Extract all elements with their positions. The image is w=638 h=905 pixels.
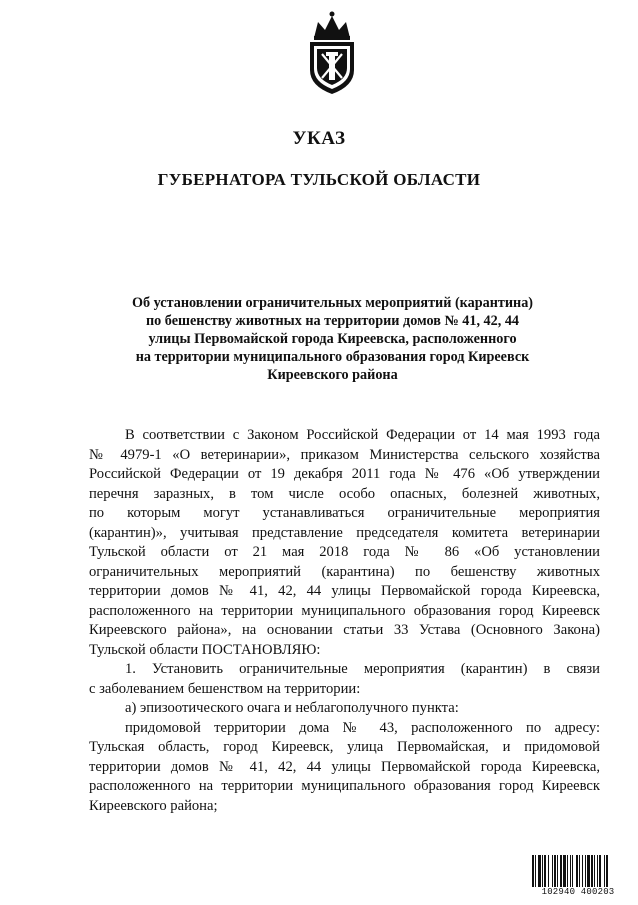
tula-coat-of-arms-icon [300, 8, 364, 98]
decree-body [89, 426, 600, 816]
heading-line: по бешенству животных на территории домов № 41, 42, 44 [145, 313, 520, 329]
body-line: Киреевского района», на основании статьи 33 Устава (Основного Закона) [89, 622, 600, 638]
body-line: ограничительных мероприятий (карантина) по бешенству животных [89, 563, 600, 580]
body-line: Тульской области ПОСТАНОВЛЯЮ: [89, 641, 321, 658]
heading-line: Об установлении ограничительных мероприятий (карантина) [131, 295, 534, 311]
document-subtitle: ГУБЕРНАТОРА ТУЛЬСКОЙ ОБЛАСТИ [157, 170, 481, 189]
body-line: с заболеванием бешенством на территории: [89, 680, 361, 697]
heading-line: Киреевского района [267, 367, 398, 383]
decree-heading [100, 294, 565, 384]
body-line: (карантин)», учитывая представление председателя комитета ветеринарии [89, 524, 600, 541]
body-line: перечня заразных, в том числе особо опасных, болезней животных, [89, 485, 600, 502]
body-line: № 4979-1 «О ветеринарии», приказом Министерства сельского хозяйства [89, 446, 600, 463]
barcode-number: 102940 400203 [541, 887, 615, 897]
body-line: а) эпизоотического очага и неблагополучного пункта: [125, 700, 459, 716]
body-line: по которым могут устанавливаться ограничительные мероприятия [89, 505, 600, 521]
body-line: Тульская область, город Киреевск, улица Первомайская, и придомовой [89, 739, 600, 755]
barcode-icon [532, 855, 624, 887]
body-line: В соответствии с Законом Российской Федерации от 14 мая 1993 года [125, 427, 600, 443]
body-line: Тульской области от 21 мая 2018 года № 86 «Об установлении [89, 544, 600, 560]
body-line: расположенного на территории муниципального образования город Киреевск [89, 602, 600, 619]
heading-line: улицы Первомайской города Киреевска, расположенного [148, 331, 517, 347]
body-line: Киреевского района; [89, 797, 218, 814]
barcode [532, 855, 624, 897]
body-line: территории домов № 41, 42, 44 улицы Первомайской города Киреевска, [89, 758, 600, 775]
body-line: 1. Установить ограничительные мероприятия (карантин) в связи [125, 661, 600, 677]
body-line: территории домов № 41, 42, 44 улицы Первомайской города Киреевска, [89, 583, 600, 599]
document-title: УКАЗ [292, 128, 346, 149]
body-line: придомовой территории дома № 43, расположенного по адресу: [125, 719, 600, 736]
body-line: Российской Федерации от 19 декабря 2011 года № 476 «Об утверждении [89, 466, 600, 482]
heading-line: на территории муниципального образования город Киреевск [135, 349, 530, 365]
body-line: расположенного на территории муниципального образования город Киреевск [89, 778, 600, 794]
